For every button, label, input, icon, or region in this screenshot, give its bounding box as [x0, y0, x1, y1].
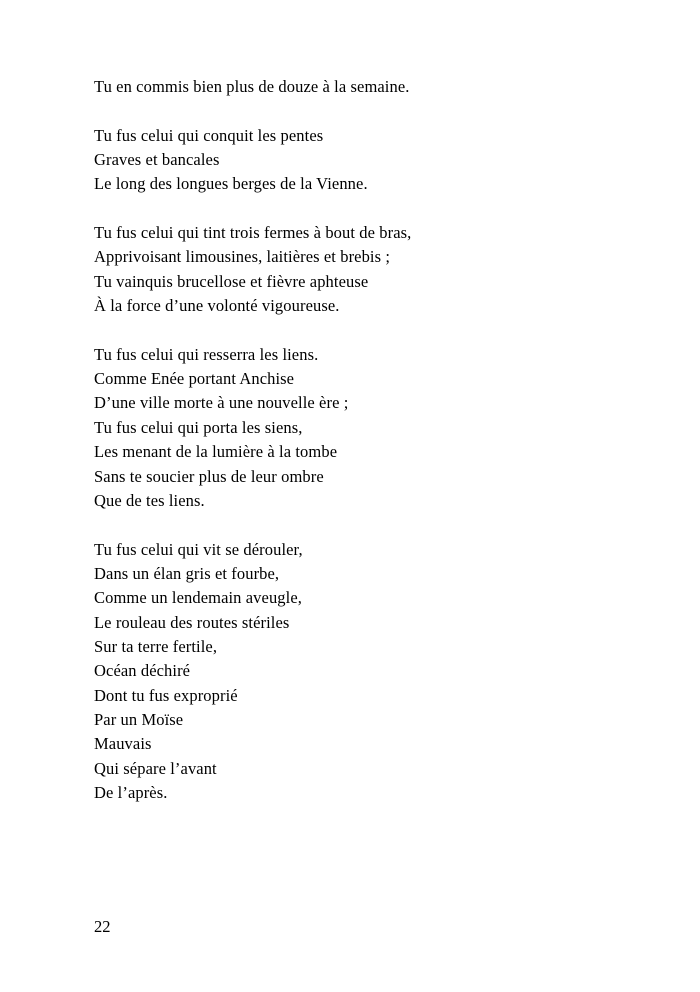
poem-line: Tu fus celui qui porta les siens,: [94, 417, 303, 437]
poem-line: Par un Moïse: [94, 709, 184, 729]
poem-line: Tu fus celui qui resserra les liens.: [94, 344, 319, 364]
poem-line: Que de tes liens.: [94, 490, 205, 510]
poem-line: Graves et bancales: [94, 150, 220, 170]
poem-line: Comme un lendemain aveugle,: [94, 588, 302, 608]
poem-body: [94, 75, 640, 830]
poem-line: Tu fus celui qui vit se dérouler,: [94, 539, 303, 559]
poem-line: Le rouleau des routes stériles: [94, 612, 290, 632]
poem-line: Comme Enée portant Anchise: [94, 369, 295, 389]
page-number: 22: [94, 917, 111, 936]
poem-line: D’une ville morte à une nouvelle ère ;: [94, 393, 349, 413]
poem-line: Dont tu fus exproprié: [94, 685, 238, 705]
poem-line: Tu fus celui qui tint trois fermes à bout de bras,: [94, 223, 412, 243]
poem-line: Le long des longues berges de la Vienne.: [94, 174, 368, 194]
poem-line: Mauvais: [94, 734, 152, 754]
poem-stanza-1: [94, 75, 640, 99]
poem-line: Les menant de la lumière à la tombe: [94, 442, 338, 462]
poem-line: De l’après.: [94, 782, 168, 802]
poem-line: Dans un élan gris et fourbe,: [94, 563, 280, 583]
poem-line: Sans te soucier plus de leur ombre: [94, 466, 324, 486]
poem-stanza-4: [94, 343, 640, 513]
poem-stanza-3: [94, 221, 640, 318]
poem-line: Tu fus celui qui conquit les pentes: [94, 125, 324, 145]
poem-line: Sur ta terre fertile,: [94, 636, 218, 656]
poem-stanza-2: [94, 124, 640, 197]
poem-line: Apprivoisant limousines, laitières et brebis ;: [94, 247, 391, 267]
poem-line: Qui sépare l’avant: [94, 758, 217, 778]
poem-line: Tu en commis bien plus de douze à la semaine.: [94, 77, 410, 96]
poem-line: Océan déchiré: [94, 661, 191, 681]
poem-line: À la force d’une volonté vigoureuse.: [94, 296, 340, 316]
poem-line: Tu vainquis brucellose et fièvre aphteuse: [94, 271, 369, 291]
poem-stanza-5: [94, 538, 640, 806]
